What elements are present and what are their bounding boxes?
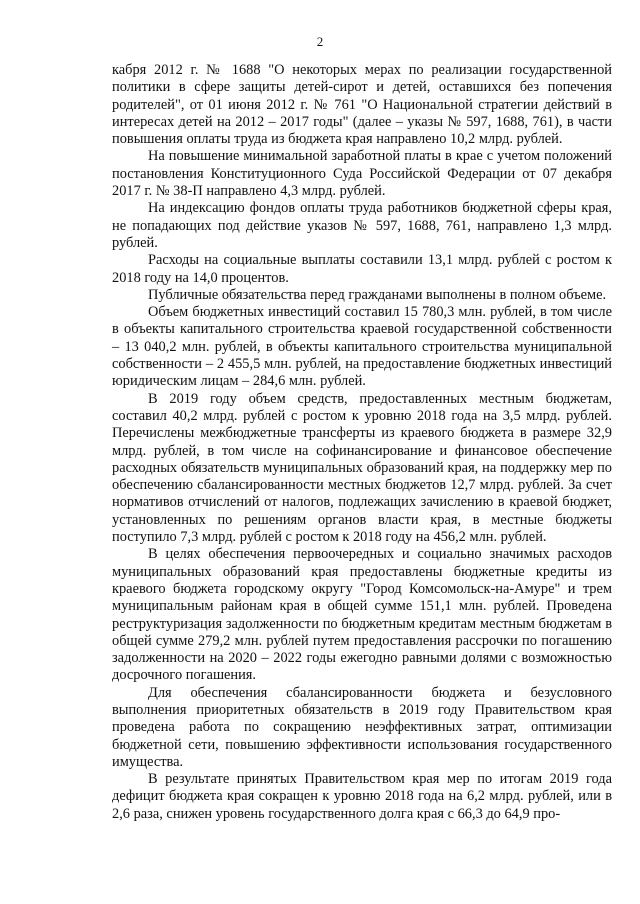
paragraph-3: На индексацию фондов оплаты труда работников бюджетной сферы края, не попадающих под действие указов № 597, 1688, 761, направлено 1,3 млрд. рублей.	[112, 200, 612, 251]
paragraph-4: Расходы на социальные выплаты составили 13,1 млрд. рублей с ростом к 2018 году на 14,0 процентов.	[112, 252, 612, 286]
paragraph-8: В целях обеспечения первоочередных и социально значимых расходов муниципальных образований края предоставлены бюджетные кредиты из краевого бюджета городскому округу "Город Комсомольск-на-Амуре" и трем муниципальным районам края в общей сумме 151,1 млн. рублей. Проведена реструктуризация задолженности по бюджетным кредитам местным бюджетам в общей сумме 279,2 млн. рублей путем предоставления рассрочки по погашению задолженности на 2020 – 2022 годы ежегодно равными долями с возможностью досрочного погашения.	[112, 546, 612, 684]
paragraph-5: Публичные обязательства перед гражданами выполнены в полном объеме.	[148, 286, 607, 303]
paragraph-1: кабря 2012 г. № 1688 "О некоторых мерах по реализации государственной политики в сфере защиты детей-сирот и детей, оставшихся без попечения родителей", от 01 июня 2012 г. № 761 "О Национальной стратегии действий в интересах детей на 2012 – 2017 годы" (далее – указы № 597, 1688, 761), в части повышения оплаты труда из бюджета края направлено 10,2 млрд. рублей.	[112, 62, 612, 148]
paragraph-10: В результате принятых Правительством края мер по итогам 2019 года дефицит бюджета края сокращен к уровню 2018 года на 6,2 млрд. рублей, или в 2,6 раза, снижен уровень государственного долга края с 66,3 до 64,9 про-	[112, 771, 612, 822]
paragraph-9: Для обеспечения сбалансированности бюджета и безусловного выполнения приоритетных обязательств в 2019 году Правительством края проведена работа по сокращению неэффективных затрат, оптимизации бюджетной сети, повышению эффективности использования государственного имущества.	[112, 684, 612, 770]
paragraph-6: Объем бюджетных инвестиций составил 15 780,3 млн. рублей, в том числе в объекты капитального строительства краевой государственной собственности – 13 040,2 млн. рублей, в объекты капитального строительства муниципальной собственности – 2 455,5 млн. рублей, на предоставление бюджетных инвестиций юридическим лицам – 284,6 млн. рублей.	[112, 304, 612, 390]
document-body	[112, 62, 612, 823]
page-number: 2	[316, 34, 324, 49]
paragraph-7: В 2019 году объем средств, предоставленных местным бюджетам, составил 40,2 млрд. рублей с ростом к уровню 2018 года на 3,5 млрд. рублей. Перечислены межбюджетные трансферты из краевого бюджета в размере 32,9 млрд. рублей, в том числе на софинансирование и финансовое обеспечение расходных обязательств муниципальных образований края, на поддержку мер по обеспечению сбалансированности местных бюджетов 12,7 млрд. рублей. За счет нормативов отчислений от налогов, подлежащих зачислению в краевой бюджет, установленных по решениям органов власти края, в местные бюджеты поступило 7,3 млрд. рублей с ростом к 2018 году на 456,2 млн. рублей.	[112, 390, 612, 546]
paragraph-2: На повышение минимальной заработной платы в крае с учетом положений постановления Конституционного Суда Российской Федерации от 07 декабря 2017 г. № 38-П направлено 4,3 млрд. рублей.	[112, 148, 612, 200]
